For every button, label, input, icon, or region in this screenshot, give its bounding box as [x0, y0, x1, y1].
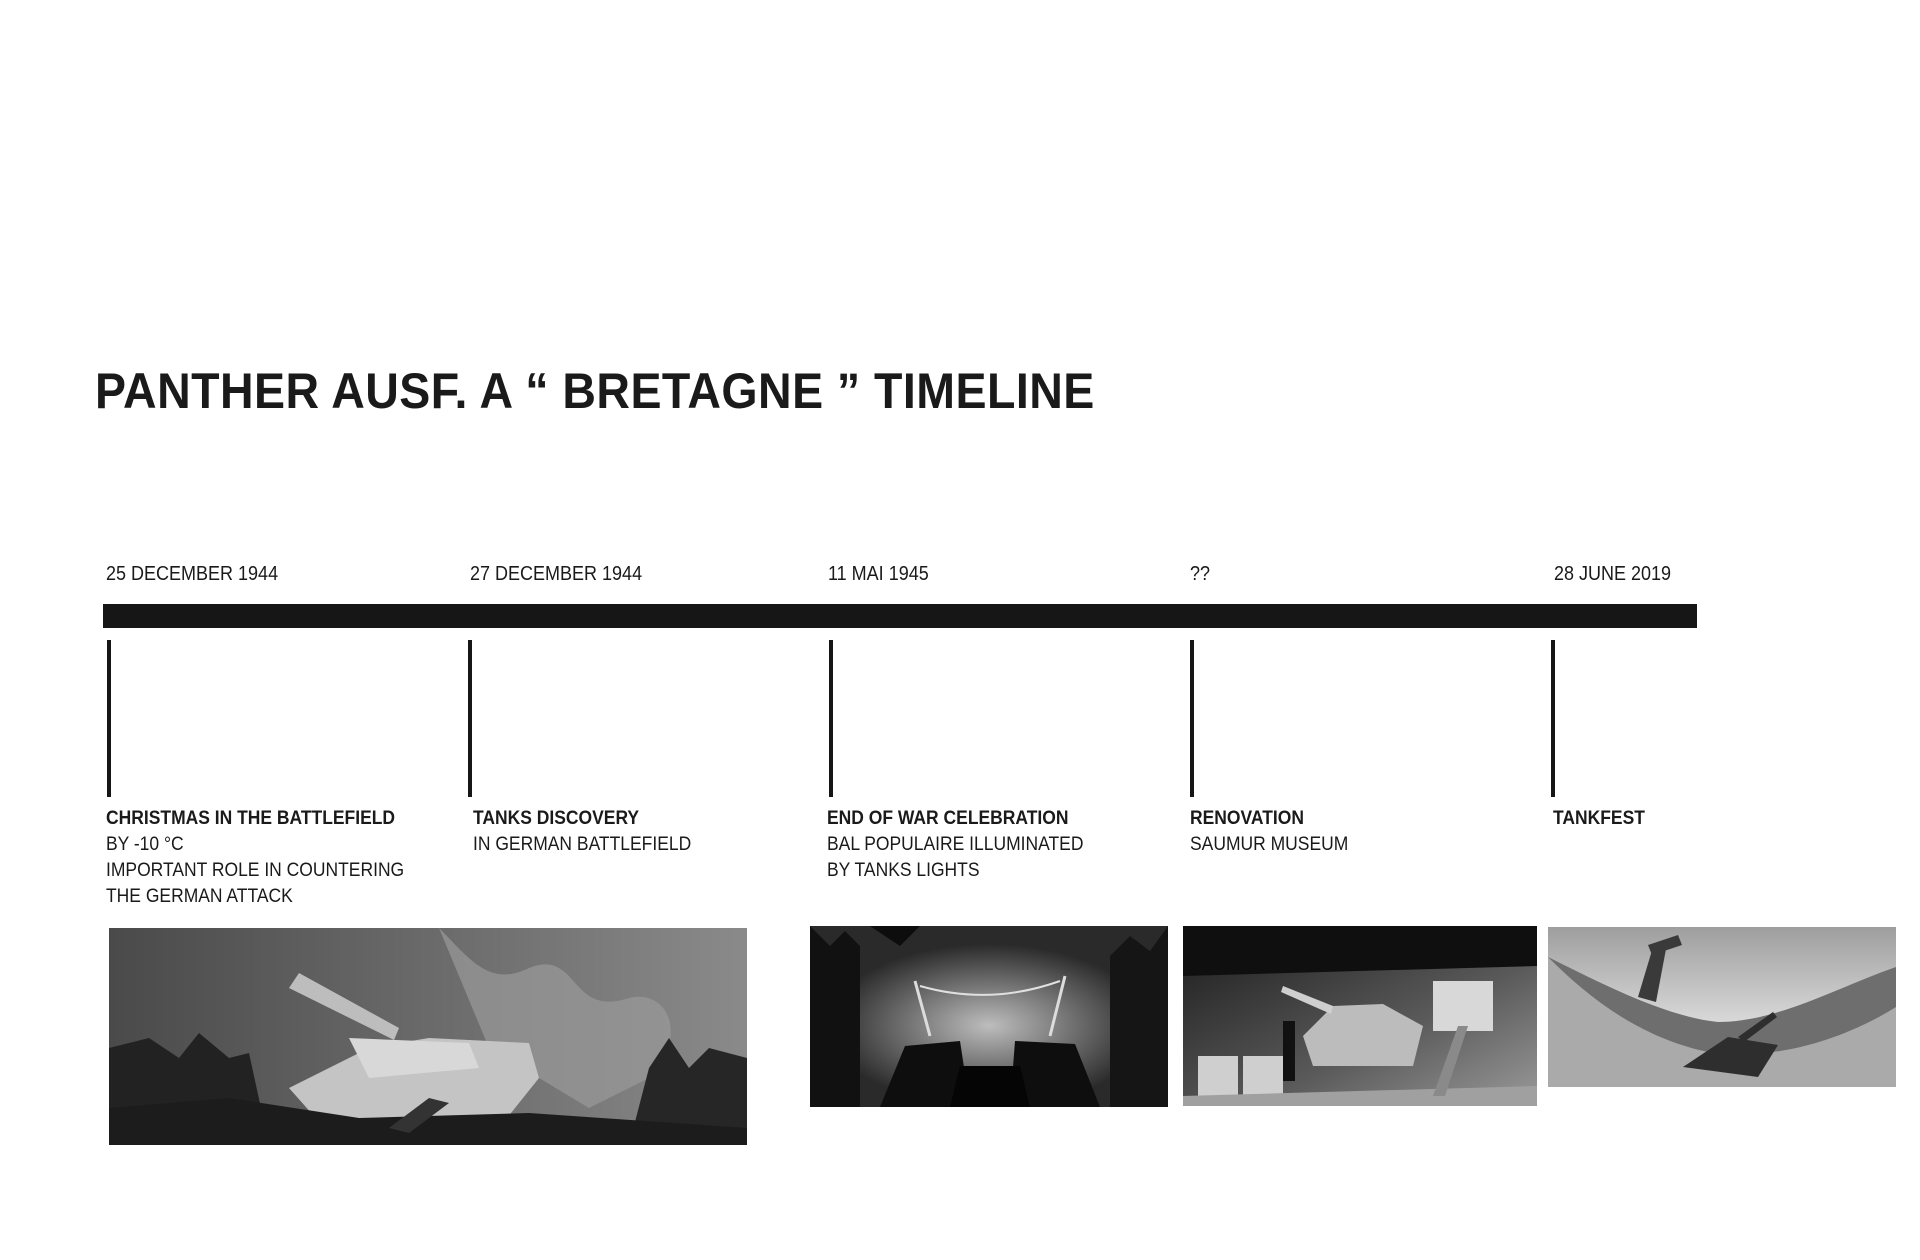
- renovation-illustration: [1183, 926, 1537, 1106]
- timeline-bar: [103, 604, 1697, 628]
- event-title: END OF WAR CELEBRATION: [827, 808, 1069, 829]
- timeline-title: PANTHER AUSF. A “ BRETAGNE ” TIMELINE: [95, 363, 1095, 419]
- event-detail: BY TANKS LIGHTS: [827, 860, 980, 881]
- event-title: TANKFEST: [1553, 808, 1645, 829]
- timeline-tick: [468, 640, 472, 797]
- timeline-tick: [1190, 640, 1194, 797]
- event-date: 28 JUNE 2019: [1554, 563, 1672, 585]
- event-title: CHRISTMAS IN THE BATTLEFIELD: [106, 808, 396, 829]
- event-description: [473, 806, 691, 858]
- event-title: TANKS DISCOVERY: [473, 808, 640, 829]
- event-description: [1553, 806, 1645, 832]
- event-date: 11 MAI 1945: [828, 563, 929, 585]
- timeline-tick: [829, 640, 833, 797]
- event-description: [1190, 806, 1348, 858]
- event-description: [827, 806, 1083, 884]
- event-detail: BY -10 °C: [106, 834, 184, 855]
- timeline-tick: [1551, 640, 1555, 797]
- event-detail: BAL POPULAIRE ILLUMINATED: [827, 834, 1084, 855]
- battlefield-illustration: [109, 928, 747, 1145]
- event-detail: SAUMUR MUSEUM: [1190, 834, 1349, 855]
- event-date: 27 DECEMBER 1944: [470, 563, 643, 585]
- event-detail: IMPORTANT ROLE IN COUNTERING: [106, 860, 405, 881]
- celebration-illustration: [810, 926, 1168, 1107]
- timeline-tick: [107, 640, 111, 797]
- tankfest-illustration: [1548, 927, 1896, 1087]
- event-title: RENOVATION: [1190, 808, 1304, 829]
- event-description: [106, 806, 404, 910]
- event-detail: THE GERMAN ATTACK: [106, 886, 293, 907]
- event-detail: IN GERMAN BATTLEFIELD: [473, 834, 692, 855]
- event-date: ??: [1190, 563, 1211, 585]
- event-date: 25 DECEMBER 1944: [106, 563, 279, 585]
